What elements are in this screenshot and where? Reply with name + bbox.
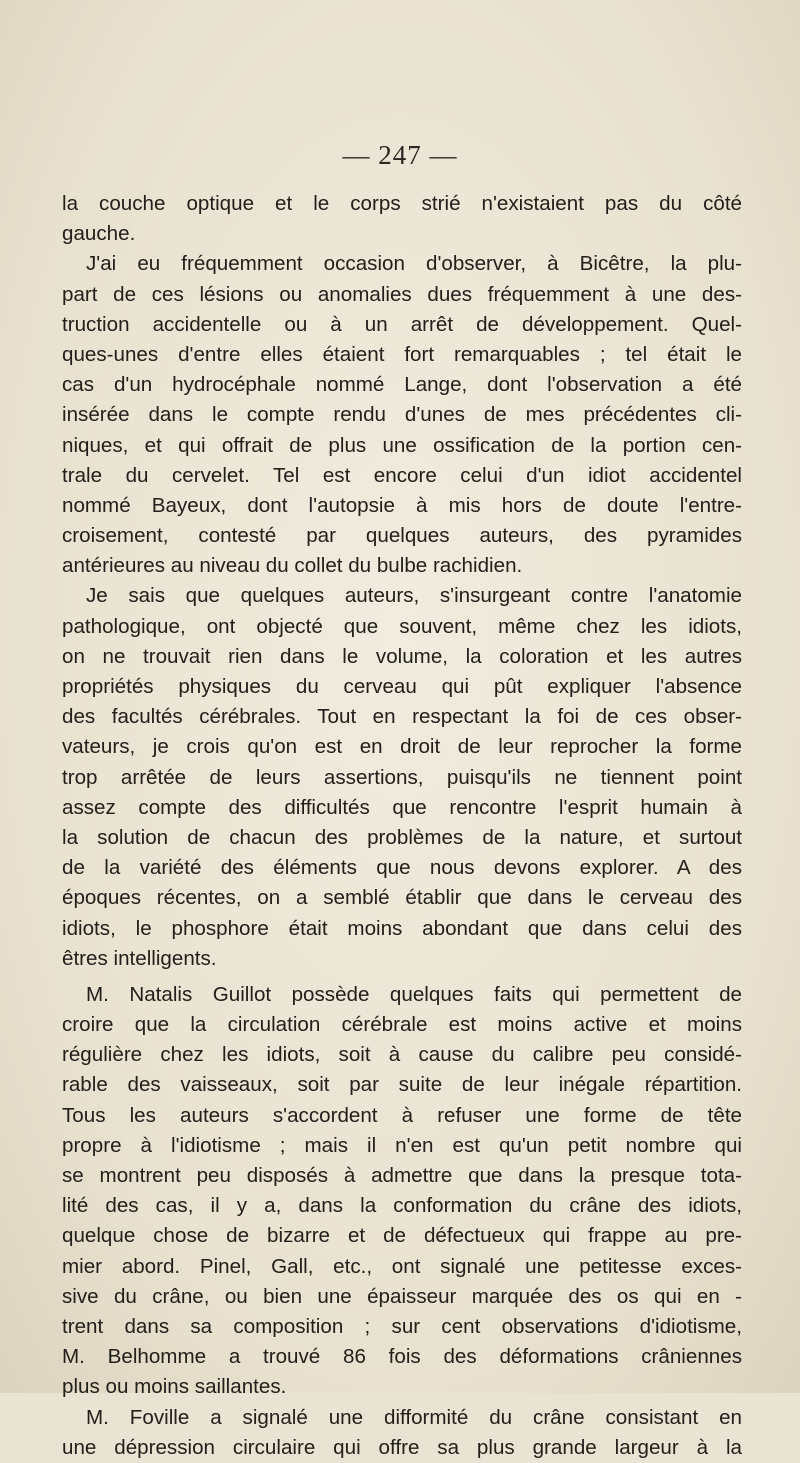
text-line: antérieures au niveau du collet du bulbe rachidien. (62, 554, 523, 578)
text-line: sive du crâne, ou bien une épaisseur marquée des os qui en - (62, 1284, 742, 1308)
text-line: se montrent peu disposés à admettre que dans la presque tota- (62, 1164, 742, 1187)
text-line: quelque chose de bizarre et de défectueux qui frappe au pre- (62, 1224, 742, 1248)
text-line: la couche optique et le corps strié n'existaient pas du côté (62, 192, 742, 215)
paragraph (62, 581, 742, 973)
text-line: la solution de chacun des problèmes de la nature, et surtout (62, 825, 742, 849)
paragraph (62, 980, 742, 1403)
text-line: régulière chez les idiots, soit à cause du calibre peu considé- (62, 1043, 742, 1067)
text-line: insérée dans le compte rendu d'unes de mes précédentes cli- (62, 403, 742, 427)
paragraph (62, 1403, 742, 1463)
text-line: plus ou moins saillantes. (62, 1375, 287, 1399)
text-line: niques, et qui offrait de plus une ossification de la portion cen- (62, 433, 742, 457)
text-line: trale du cervelet. Tel est encore celui d'un idiot accidentel (62, 463, 742, 487)
text-line: croire que la circulation cérébrale est moins active et moins (62, 1013, 742, 1037)
text-line: lité des cas, il y a, dans la conformation du crâne des idiots, (62, 1194, 742, 1218)
text-line: gauche. (62, 222, 136, 246)
text-line: ques-unes d'entre elles étaient fort remarquables ; tel était le (62, 342, 742, 366)
text-line: assez compte des difficultés que rencontre l'esprit humain à (62, 795, 742, 819)
text-line: cas d'un hydrocéphale nommé Lange, dont l'observation a été (62, 373, 742, 397)
paragraph (62, 189, 742, 249)
text-line: M. Natalis Guillot possède quelques faits qui permettent de (86, 982, 742, 1006)
text-line: êtres intelligents. (62, 946, 217, 970)
text-line: mier abord. Pinel, Gall, etc., ont signalé une petitesse exces- (62, 1254, 742, 1278)
text-line: propre à l'idiotisme ; mais il n'en est qu'un petit nombre qui (62, 1133, 742, 1157)
text-line: M. Foville a signalé une difformité du crâne consistant en (86, 1405, 742, 1429)
text-line: Tous les auteurs s'accordent à refuser une forme de tête (62, 1103, 742, 1127)
text-line: époques récentes, on a semblé établir que dans le cerveau des (62, 886, 742, 910)
text-line: on ne trouvait rien dans le volume, la coloration et les autres (62, 644, 742, 668)
text-line: vateurs, je crois qu'on est en droit de leur reprocher la forme (62, 735, 742, 759)
text-line: pathologique, ont objecté que souvent, même chez les idiots, (62, 614, 742, 638)
text-line: rable des vaisseaux, soit par suite de leur inégale répartition. (62, 1073, 742, 1097)
text-line: J'ai eu fréquemment occasion d'observer, à Bicêtre, la plu- (86, 252, 742, 276)
text-line: nommé Bayeux, dont l'autopsie à mis hors de doute l'entre- (62, 493, 742, 517)
text-line: part de ces lésions ou anomalies dues fréquemment à une des- (62, 282, 742, 306)
body-text (62, 189, 742, 1463)
text-line: trent dans sa composition ; sur cent observations d'idiotisme, (62, 1314, 742, 1338)
text-line: croisement, contesté par quelques auteurs, des pyramides (62, 524, 742, 548)
text-line: Je sais que quelques auteurs, s'insurgeant contre l'anatomie (86, 584, 742, 608)
text-line: propriétés physiques du cerveau qui pût expliquer l'absence (62, 675, 742, 698)
text-line: M. Belhomme a trouvé 86 fois des déformations crâniennes (62, 1345, 742, 1369)
paragraph (62, 249, 742, 581)
text-line: idiots, le phosphore était moins abondant que dans celui des (62, 916, 742, 940)
text-line: de la variété des éléments que nous devons explorer. A des (62, 856, 742, 880)
text-line: des facultés cérébrales. Tout en respectant la foi de ces obser- (62, 705, 742, 729)
page-number: — 247 — (342, 140, 458, 170)
text-line: une dépression circulaire qui offre sa plus grande largeur à la (62, 1435, 742, 1459)
text-line: truction accidentelle ou à un arrêt de développement. Quel- (62, 312, 742, 336)
text-line: trop arrêtée de leurs assertions, puisqu'ils ne tiennent point (62, 765, 742, 789)
